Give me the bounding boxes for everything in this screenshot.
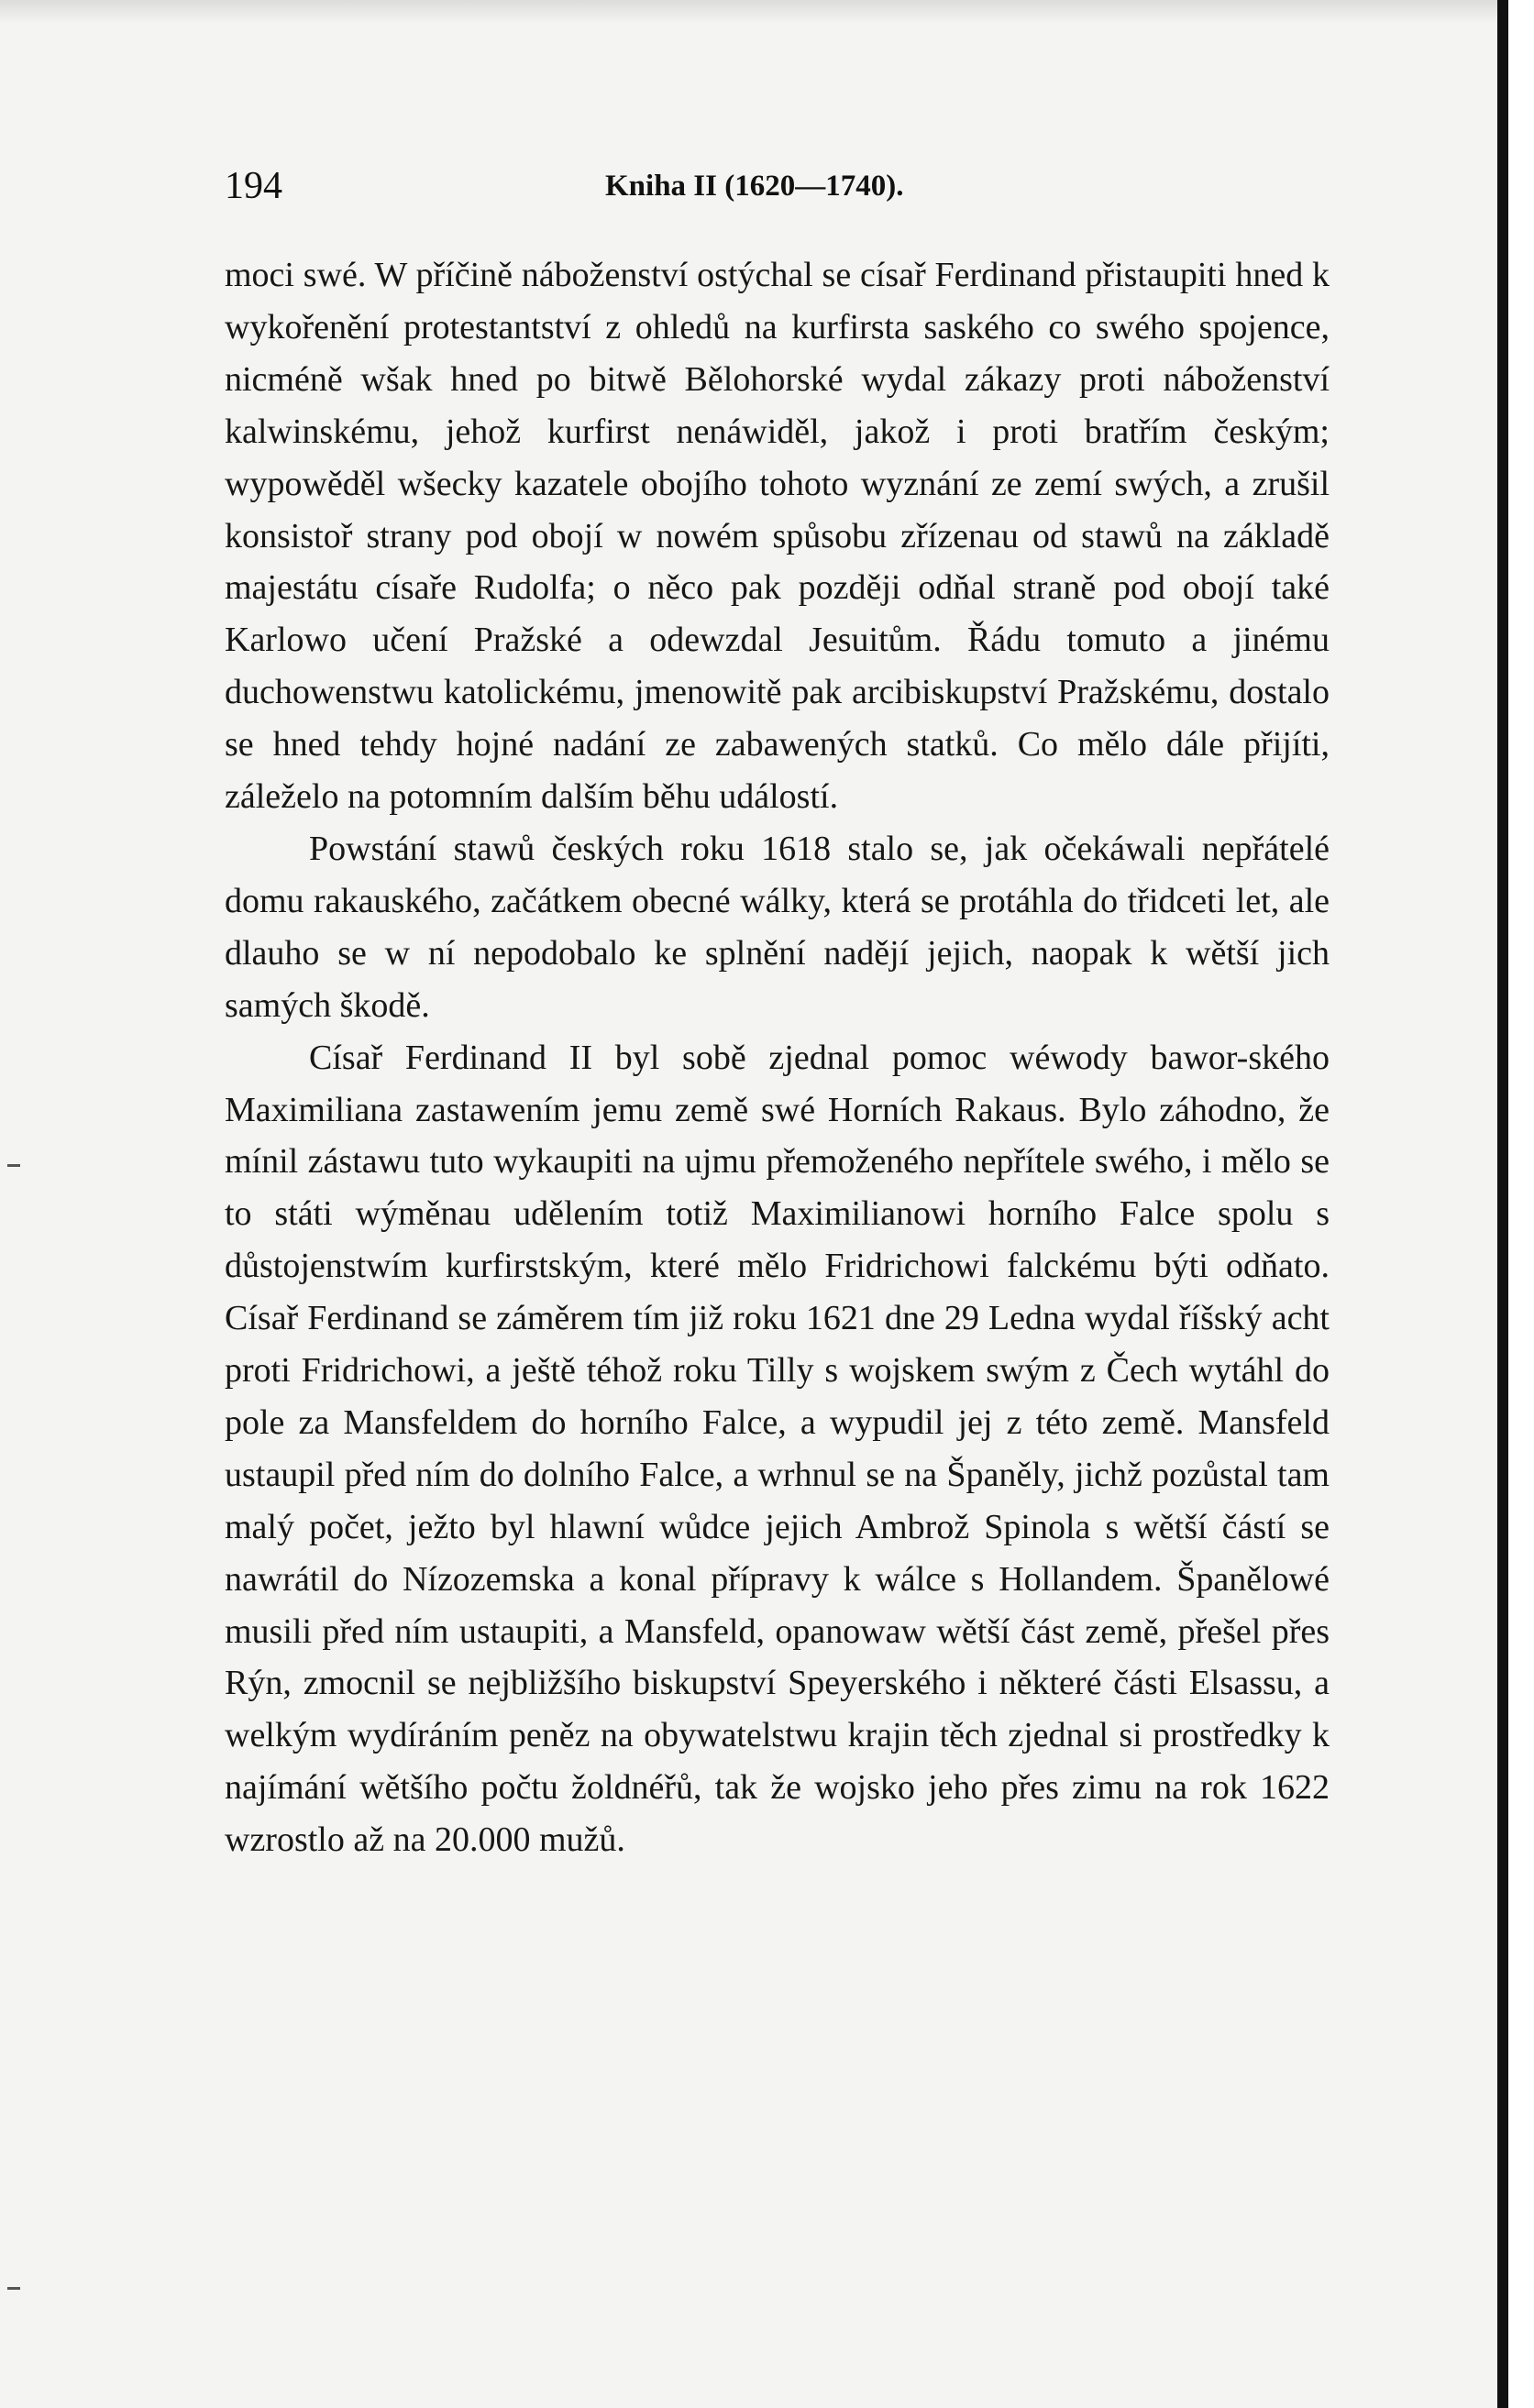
scan-speck: [7, 1164, 20, 1167]
paragraph-3: Císař Ferdinand II byl sobě zjednal pomoc wéwody bawor-ského Maximiliana zastawením jemu země swé Horních Rakaus. Bylo záhodno, že mínil zástawu tuto wykaupiti na ujmu přemoženého nepřítele swého, i mělo se to státi wýměnau udělením totiž Maximilianowi horního Falce spolu s důstojenstwím kurfirstským, které mělo Fridrichowi falckému býti odňato. Císař Ferdinand se záměrem tím již roku 1621 dne 29 Ledna wydal říšský acht proti Fridrichowi, a ještě téhož roku Tilly s wojskem swým z Čech wytáhl do pole za Mansfeldem do horního Falce, a wypudil jej z této země. Mansfeld ustaupil před ním do dolního Falce, a wrhnul se na Španěly, jichž pozůstal tam malý počet, ježto byl hlawní wůdce jejich Ambrož Spinola s wětší částí se nawrátil do Nízozemska a konal přípravy k wálce s Hollandem. Španělowé musili před ním ustaupiti, a Mansfeld, opanowaw wětší část země, přešel přes Rýn, zmocnil se nejbližšího biskupství Speyerského i některé části Elsassu, a welkým wydíráním peněz na obywatelstwu krajin těch zjednal si prostředky k najímání wětšího počtu žoldnéřů, tak že wojsko jeho přes zimu na rok 1622 wzrostlo až na 20.000 mužů.: [225, 1038, 1330, 1860]
running-head: Kniha II (1620—1740).: [605, 170, 904, 203]
page-binding-edge: [1497, 0, 1508, 2408]
page-top-edge: [0, 0, 1497, 24]
page-number: 194: [225, 165, 282, 207]
paragraph-2: Powstání stawů českých roku 1618 stalo se, jak očekáwali nepřátelé domu rakauského, začátkem obecné wálky, která se protáhla do třidceti let, ale dlauho se w ní nepodobalo ke splnění nadějí jejich, naopak k wětší jich samých škodě.: [225, 829, 1330, 1025]
page-header: [225, 163, 1330, 209]
paragraph-1: moci swé. W příčině náboženství ostýchal se císař Ferdinand přistaupiti hned k wykořenění protestantství z ohledů na kurfirsta saského co swého spojence, nicméně wšak hned po bitwě Bělohorské wydal zákazy proti náboženství kalwinskému, jehož kurfirst nenáwiděl, jakož i proti bratřím českým; wypowěděl wšecky kazatele obojího tohoto wyznání ze zemí swých, a zrušil konsistoř strany pod obojí w nowém spůsobu zřízenau od stawů na základě majestátu císaře Rudolfa; o něco pak později odňal straně pod obojí také Karlowo učení Pražské a odewzdal Jesuitům. Řádu tomuto a jinému duchowenstwu katolickému, jmenowitě pak arcibiskupství Pražskému, dostalo se hned tehdy hojné nadání ze zabawených statků. Co mělo dále přijíti, záleželo na potomním dalším běhu událostí.: [225, 256, 1330, 817]
body-text: [225, 249, 1330, 1866]
scan-speck: [7, 2287, 20, 2290]
